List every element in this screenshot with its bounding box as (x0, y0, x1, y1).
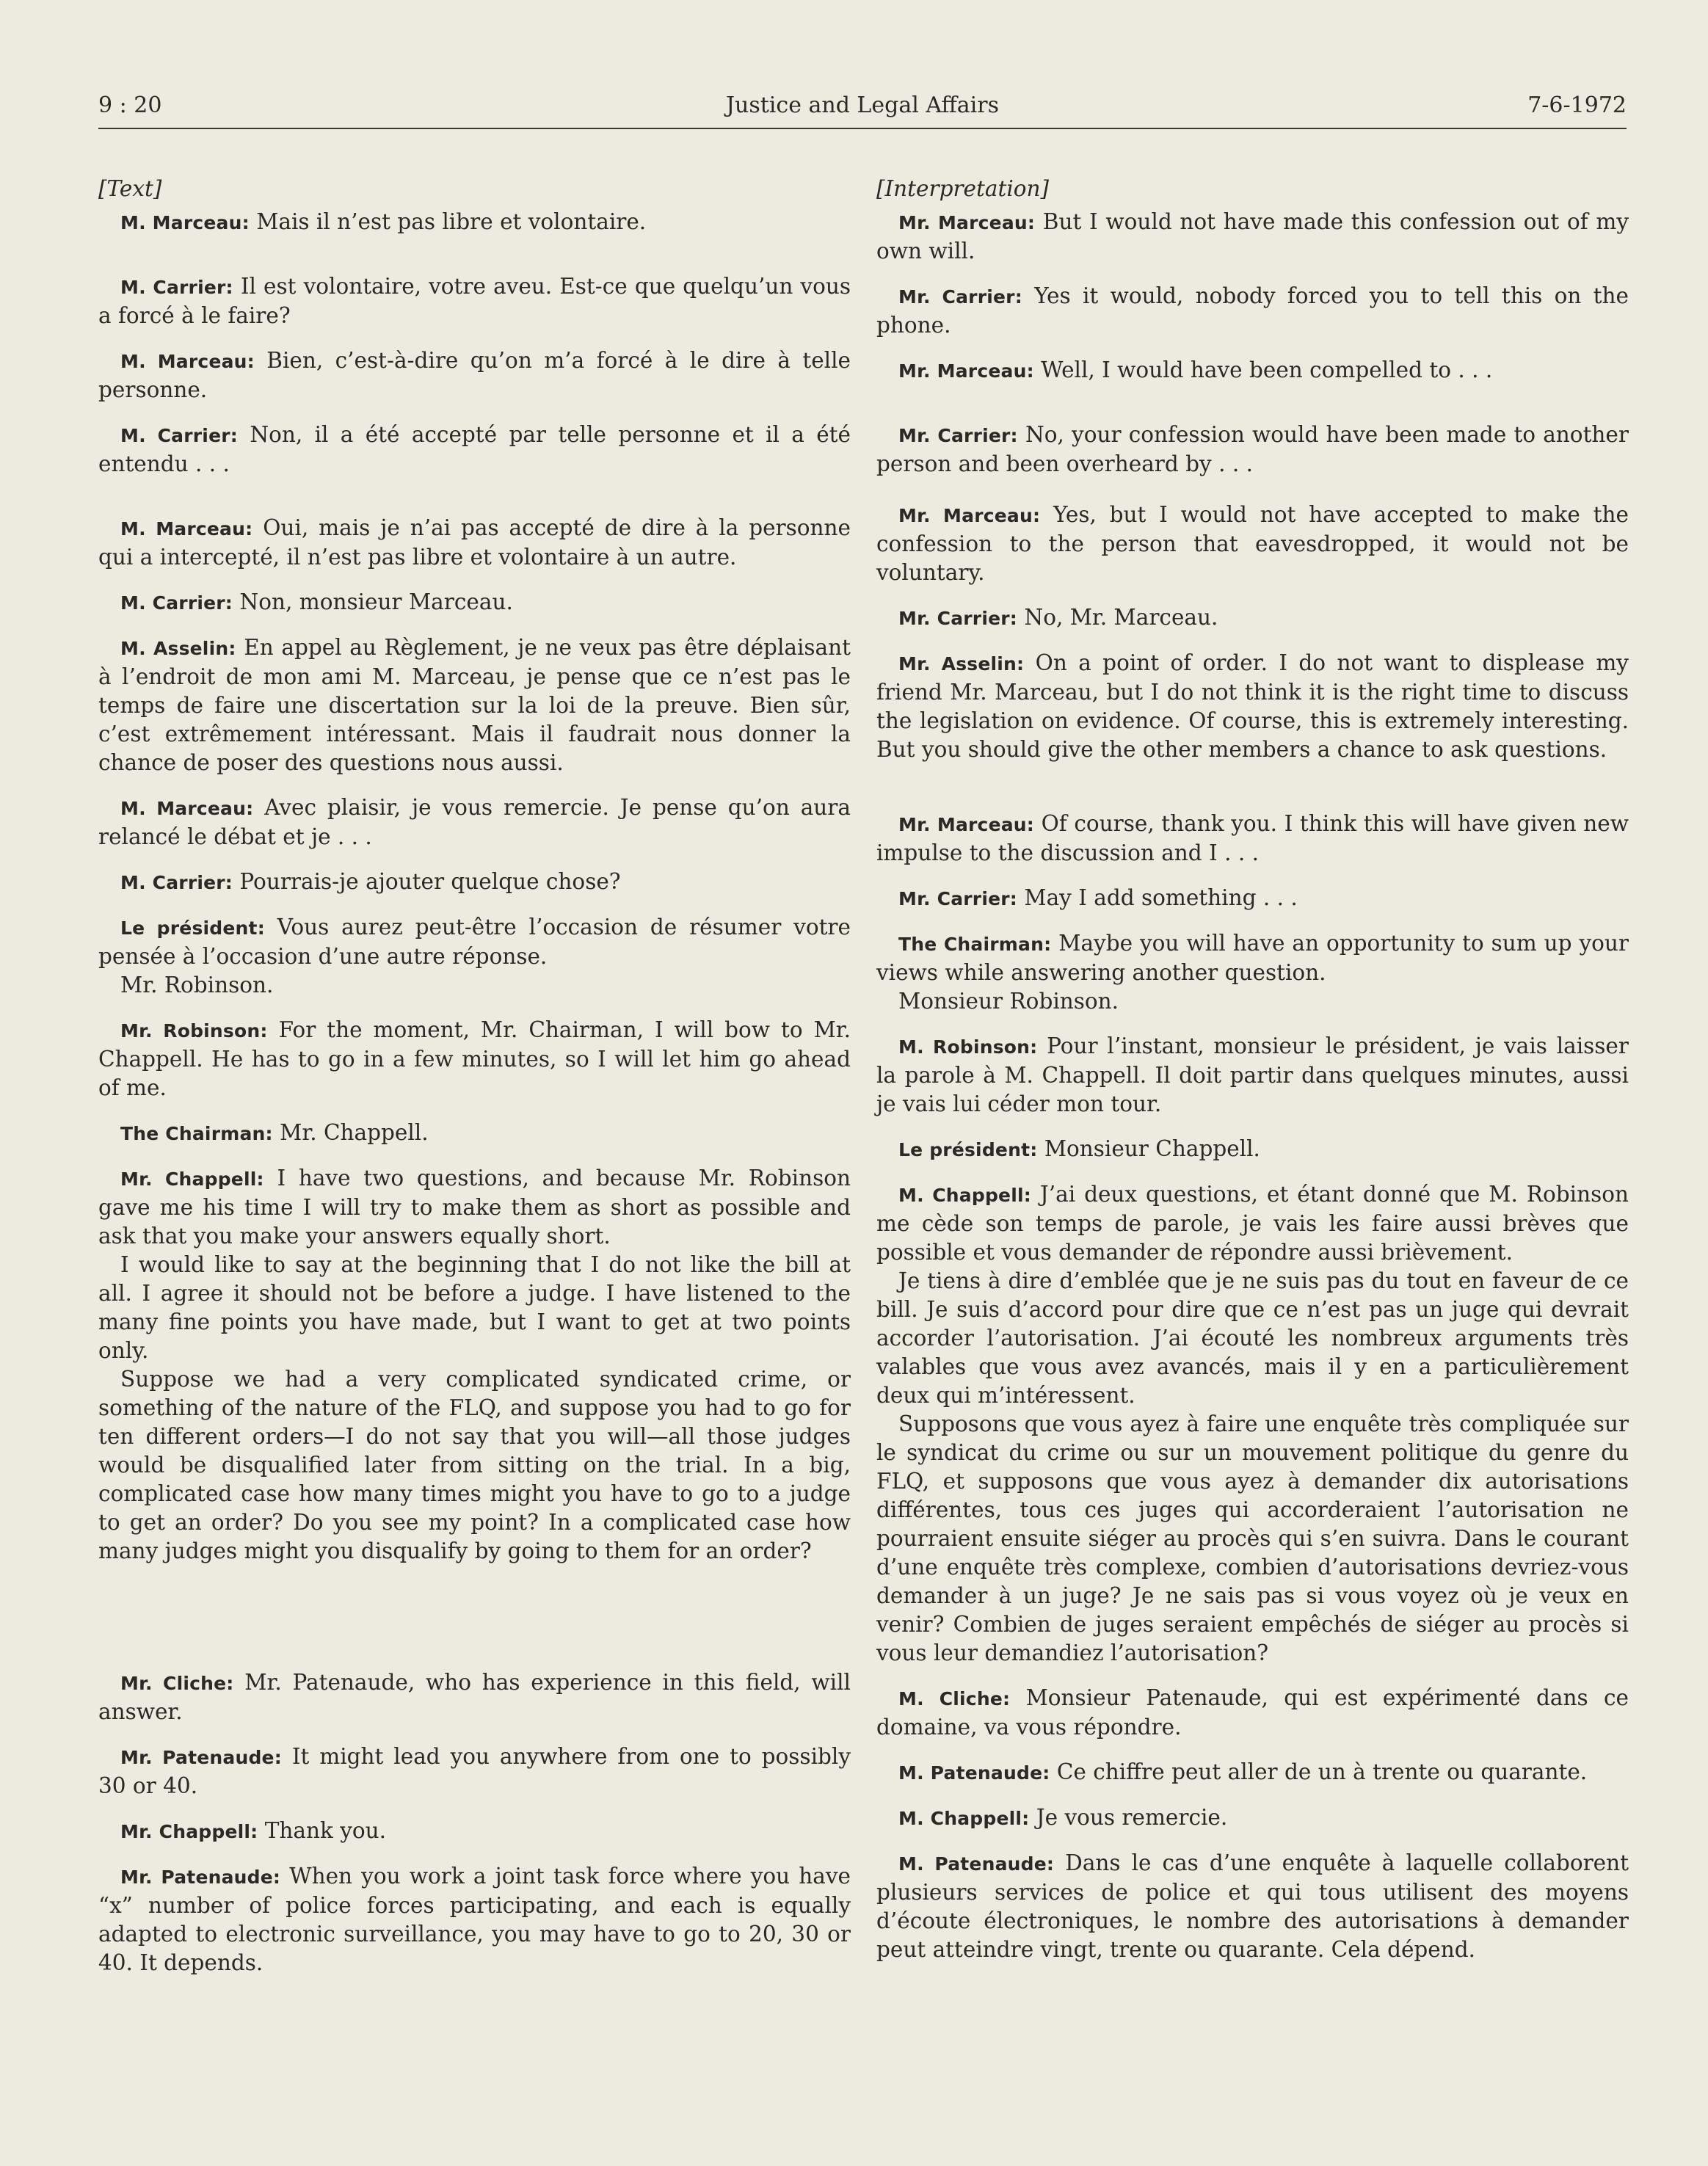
speech-entry (876, 1849, 1629, 1964)
page-number: 9 : 20 (98, 92, 162, 118)
speech-continuation: I would like to say at the beginning that I do not like the bill at all. I agree it should not be before a judge. I have listened to the many fine points you have made, but I want to get at two points only. (98, 1252, 851, 1363)
speech-text: Pour l’instant, monsieur le président, je vais laisser la parole à M. Chappell. Il doit partir dans quelques minutes, aussi je vais lui céder mon tour. (876, 1033, 1629, 1116)
speech-text: On a point of order. I do not want to displease my friend Mr. Marceau, but I do not think it is the right time to discuss the legislation on evidence. Of course, this is extremely interesting. But you should give the other members a chance to ask questions. (876, 650, 1629, 762)
speaker-name: M. Robinson: (898, 1036, 1038, 1058)
speaker-name: Mr. Chappell: (120, 1169, 264, 1190)
speech-text: Mr. Patenaude, who has experience in this field, will answer. (98, 1670, 851, 1724)
speech-text: En appel au Règlement, je ne veux pas être déplaisant à l’endroit de mon ami M. Marceau, je pense que ce n’est pas le temps de faire une discertation sur la loi de la preuve. Bien sûr, c’est extrêmement intéressant. Mais il faudrait nous donner la chance de poser des questions nous aussi. (98, 635, 851, 775)
speech-continuation: Suppose we had a very complicated syndicated crime, or something of the nature of the FLQ, and suppose you had to go for ten different orders—I do not say that you will—all those judges would be disqualified later from sitting on the trial. In a big, complicated case how many times might you have to go to a judge to get an order? Do you see my point? In a complicated case how many judges might you disqualify by going to them for an order? (98, 1367, 851, 1563)
speaker-name: M. Carrier: (120, 277, 233, 298)
speech-continuation: Supposons que vous ayez à faire une enquête très compliquée sur le syndicat du crime ou sur un mouvement politique du genre du FLQ, et supposons que vous ayez à demander dix autorisations différentes, tous ces juges qui accorderaient l’autorisation ne pourraient ensuite siéger au procès qui s’en suivra. Dans le courant d’une enquête très complexe, combien d’autorisations devriez-vous demander à un juge? Je ne sais pas si vous voyez où je veux en venir? Combien de juges seraient empêchés de siéger au procès si vous leur demandiez l’autorisation? (876, 1411, 1629, 1665)
speaker-name: Mr. Marceau: (898, 505, 1041, 526)
speech-entry (876, 929, 1629, 987)
speech-entry (98, 913, 851, 971)
speaker-name: Mr. Robinson: (120, 1020, 268, 1042)
speaker-name: Mr. Cliche: (120, 1673, 234, 1694)
speech-continuation: Monsieur Robinson. (898, 989, 1119, 1014)
speech-text: Non, il a été accepté par telle personne et il a été entendu . . . (98, 422, 851, 476)
speech-text: Vous aurez peut-être l’occasion de résumer votre pensée à l’occasion d’une autre réponse. (98, 915, 851, 969)
speech-text: J’ai deux questions, et étant donné que M. Robinson me cède son temps de parole, je vais les faire aussi brèves que possible et vous demander de répondre aussi brièvement. (876, 1182, 1629, 1265)
speech-entry (98, 868, 851, 897)
speech-entry (98, 633, 851, 777)
speech-text: Pourrais-je ajouter quelque chose? (239, 869, 621, 894)
speech-entry (876, 501, 1629, 587)
speech-entry (876, 208, 1629, 266)
speaker-name: Mr. Carrier: (898, 888, 1017, 909)
speech-text: Well, I would have been compelled to . . . (1041, 357, 1493, 382)
section-label: [Interpretation] (876, 176, 1050, 201)
speaker-name: M. Patenaude: (898, 1853, 1055, 1875)
speech-entry (98, 588, 851, 617)
speech-text: For the moment, Mr. Chairman, I will bow to Mr. Chappell. He has to go in a few minutes, so I will let him go ahead of me. (98, 1017, 851, 1100)
speech-text: Yes it would, nobody forced you to tell this on the phone. (876, 283, 1629, 338)
page-header (98, 88, 1627, 132)
speaker-name: Le président: (898, 1139, 1038, 1160)
speech-text: Il est volontaire, votre aveu. Est-ce que quelqu’un vous a forcé à le faire? (98, 274, 851, 328)
speaker-name: M. Carrier: (120, 425, 238, 446)
speech-entry (98, 1862, 851, 1977)
speaker-name: Le président: (120, 917, 265, 939)
speaker-name: The Chairman: (120, 1123, 273, 1144)
speech-entry (876, 1135, 1629, 1164)
speech-entry (876, 884, 1629, 913)
speaker-name: M. Marceau: (120, 798, 254, 819)
speech-entry (98, 272, 851, 330)
speech-text: But I would not have made this confession out of my own will. (876, 209, 1629, 264)
speech-text: No, Mr. Marceau. (1024, 605, 1218, 630)
speech-entry (876, 603, 1629, 633)
speech-entry (98, 1016, 851, 1102)
speaker-name: M. Chappell: (898, 1808, 1030, 1829)
speech-text: Mr. Chappell. (280, 1120, 429, 1145)
speaker-name: Mr. Patenaude: (120, 1747, 282, 1768)
speech-entry (98, 514, 851, 572)
speech-entry (876, 1180, 1629, 1267)
speech-text: I have two questions, and because Mr. Robinson gave me his time I will try to make them as short as possible and ask that you make your answers equally short. (98, 1166, 851, 1249)
speech-text: May I add something . . . (1024, 885, 1298, 910)
speech-continuation: Mr. Robinson. (120, 973, 274, 997)
speech-text: Thank you. (264, 1818, 387, 1843)
speech-entry (98, 1817, 851, 1846)
left-column (98, 175, 851, 1994)
speaker-name: M. Chappell: (898, 1185, 1031, 1206)
speech-entry (876, 810, 1629, 868)
header-date: 7-6-1972 (1527, 92, 1627, 118)
speaker-name: M. Patenaude: (898, 1762, 1050, 1784)
speaker-name: Mr. Patenaude: (120, 1867, 281, 1888)
speech-entry (876, 1684, 1629, 1742)
speaker-name: M. Asselin: (120, 638, 236, 659)
speech-text: Je vous remercie. (1036, 1805, 1228, 1830)
speaker-name: M. Cliche: (898, 1688, 1011, 1709)
speech-entry (876, 1032, 1629, 1119)
speaker-name: M. Marceau: (120, 212, 250, 233)
speaker-name: M. Marceau: (120, 518, 253, 539)
speaker-name: Mr. Chappell: (120, 1821, 258, 1842)
speech-text: Bien, c’est-à-dire qu’on m’a forcé à le dire à telle personne. (98, 348, 851, 402)
speaker-name: Mr. Carrier: (898, 608, 1017, 629)
speech-entry (98, 208, 851, 237)
speaker-name: Mr. Asselin: (898, 653, 1025, 675)
right-column (876, 175, 1629, 1980)
speech-entry (876, 356, 1629, 385)
running-title: Justice and Legal Affairs (726, 92, 999, 118)
speech-text: Avec plaisir, je vous remercie. Je pense qu’on aura relancé le débat et je . . . (98, 795, 851, 849)
speech-entry (98, 1742, 851, 1800)
speech-entry (98, 421, 851, 479)
speech-entry (98, 1119, 851, 1148)
speech-text: Oui, mais je n’ai pas accepté de dire à la personne qui a intercepté, il n’est pas libre et volontaire à un autre. (98, 515, 851, 570)
speech-text: Non, monsieur Marceau. (239, 589, 513, 614)
section-label: [Text] (98, 176, 162, 201)
speech-entry (98, 793, 851, 851)
speech-text: Yes, but I would not have accepted to make the confession to the person that eavesdropped, it would not be voluntary. (876, 502, 1629, 585)
speech-entry (876, 1758, 1629, 1787)
speech-entry (876, 649, 1629, 764)
speaker-name: The Chairman: (898, 934, 1052, 955)
speech-text: Maybe you will have an opportunity to sum up your views while answering another question. (876, 931, 1629, 985)
speech-text: Mais il n’est pas libre et volontaire. (256, 209, 647, 234)
speech-text: Monsieur Chappell. (1044, 1136, 1260, 1161)
speaker-name: Mr. Marceau: (898, 814, 1034, 835)
speech-entry (876, 1803, 1629, 1833)
speaker-name: Mr. Marceau: (898, 212, 1036, 233)
speech-text: Dans le cas d’une enquête à laquelle collaborent plusieurs services de police et qui tous utilisent des moyens d’écoute électroniques, le nombre des autorisations à demander peut atteindre vingt, trente ou quarante. Cela dépend. (876, 1850, 1629, 1962)
speech-entry (98, 1668, 851, 1726)
speaker-name: M. Carrier: (120, 592, 233, 614)
speech-text: When you work a joint task force where you have “x” number of police forces participating, and each is equally adapted to electronic surveillance, you may have to go to 20, 30 or 40. It depends. (98, 1864, 851, 1975)
speech-text: Of course, thank you. I think this will have given new impulse to the discussion and I . . . (876, 811, 1629, 865)
speech-entry (98, 346, 851, 404)
speech-continuation: Je tiens à dire d’emblée que je ne suis pas du tout en faveur de ce bill. Je suis d’accord pour dire que ce n’est pas un juge qui devrait accorder l’autorisation. J’ai écouté les nombreux arguments très valables que vous avez avancés, mais il y en a particulièrement deux qui m’intéressent. (876, 1268, 1629, 1408)
speaker-name: M. Marceau: (120, 351, 255, 372)
speech-text: Monsieur Patenaude, qui est expérimenté dans ce domaine, va vous répondre. (876, 1685, 1629, 1740)
speech-entry (98, 1164, 851, 1251)
speaker-name: Mr. Carrier: (898, 425, 1018, 446)
speaker-name: Mr. Carrier: (898, 286, 1022, 308)
speech-entry (876, 421, 1629, 479)
speech-entry (876, 282, 1629, 340)
speaker-name: M. Carrier: (120, 872, 233, 893)
speaker-name: Mr. Marceau: (898, 360, 1034, 382)
header-rule (98, 128, 1627, 129)
speech-text: No, your confession would have been made to another person and been overheard by . . . (876, 422, 1629, 476)
speech-text: Ce chiffre peut aller de un à trente ou quarante. (1056, 1759, 1588, 1784)
speech-text: It might lead you anywhere from one to possibly 30 or 40. (98, 1744, 851, 1798)
